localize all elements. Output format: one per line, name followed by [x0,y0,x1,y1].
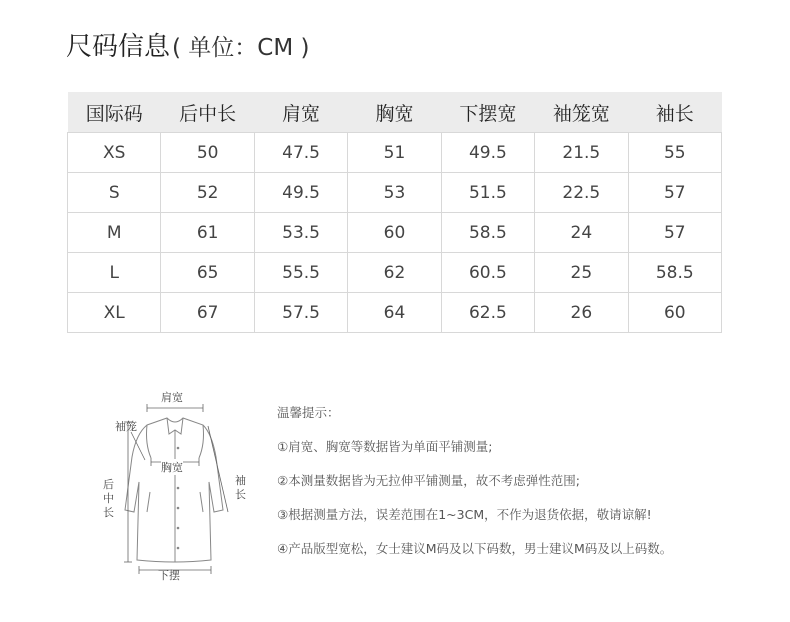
table-cell: 60.5 [441,253,534,293]
table-cell: XL [68,293,161,333]
title-unit: ( 单位：CM ) [172,35,310,61]
table-cell: 49.5 [441,133,534,173]
label-sleeve: 袖长 [235,474,246,501]
table-cell: 65 [161,253,254,293]
column-header: 下摆宽 [441,92,534,133]
label-shoulder: 肩宽 [161,391,183,404]
table-row [68,293,722,333]
column-header: 胸宽 [348,92,441,133]
table-cell: 67 [161,293,254,333]
table-cell: 24 [535,213,628,253]
table-cell: L [68,253,161,293]
table-cell: XS [68,133,161,173]
table-cell: 58.5 [441,213,534,253]
page-title [66,26,310,66]
table-cell: 26 [535,293,628,333]
column-header: 后中长 [161,92,254,133]
table-cell: 53.5 [254,213,347,253]
table-cell: 62 [348,253,441,293]
table-cell: 25 [535,253,628,293]
table-cell: 57 [628,213,721,253]
column-header: 肩宽 [254,92,347,133]
column-header: 袖笼宽 [535,92,628,133]
table-cell: 57.5 [254,293,347,333]
table-row [68,253,722,293]
column-header: 国际码 [68,92,161,133]
table-cell: 60 [628,293,721,333]
table-cell: 49.5 [254,173,347,213]
table-cell: 51 [348,133,441,173]
title-main: 尺码信息 [66,32,171,62]
table-row [68,173,722,213]
measurement-diagram [95,382,255,592]
table-cell: 62.5 [441,293,534,333]
table-row [68,213,722,253]
table-cell: 55.5 [254,253,347,293]
label-chest: 胸宽 [161,461,183,474]
table-cell: 21.5 [535,133,628,173]
table-cell: 64 [348,293,441,333]
note-item: ④产品版型宽松，女士建议M码及以下码数，男士建议M码及以上码数。 [277,541,673,556]
notes-panel [277,403,672,573]
label-length: 后中长 [103,478,114,519]
table-cell: 50 [161,133,254,173]
table-cell: 55 [628,133,721,173]
table-cell: 61 [161,213,254,253]
table-cell: M [68,213,161,253]
table-cell: 51.5 [441,173,534,213]
table-header-row [68,92,722,133]
label-armhole: 袖笼 [115,420,137,433]
table-cell: 52 [161,173,254,213]
table-cell: 22.5 [535,173,628,213]
table-cell: 57 [628,173,721,213]
size-table [67,92,722,333]
note-item: ①肩宽、胸宽等数据皆为单面平铺测量; [277,439,493,454]
notes-title: 温馨提示： [277,405,340,420]
note-item: ③根据测量方法，误差范围在1~3CM，不作为退货依据，敬请谅解! [277,507,652,522]
note-item: ②本测量数据皆为无拉伸平铺测量，故不考虑弹性范围; [277,473,580,488]
label-hem: 下摆 [158,569,180,582]
table-cell: 47.5 [254,133,347,173]
column-header: 袖长 [628,92,721,133]
table-cell: 58.5 [628,253,721,293]
table-cell: S [68,173,161,213]
table-cell: 53 [348,173,441,213]
table-cell: 60 [348,213,441,253]
table-row [68,133,722,173]
coat-outline-icon [95,382,255,592]
